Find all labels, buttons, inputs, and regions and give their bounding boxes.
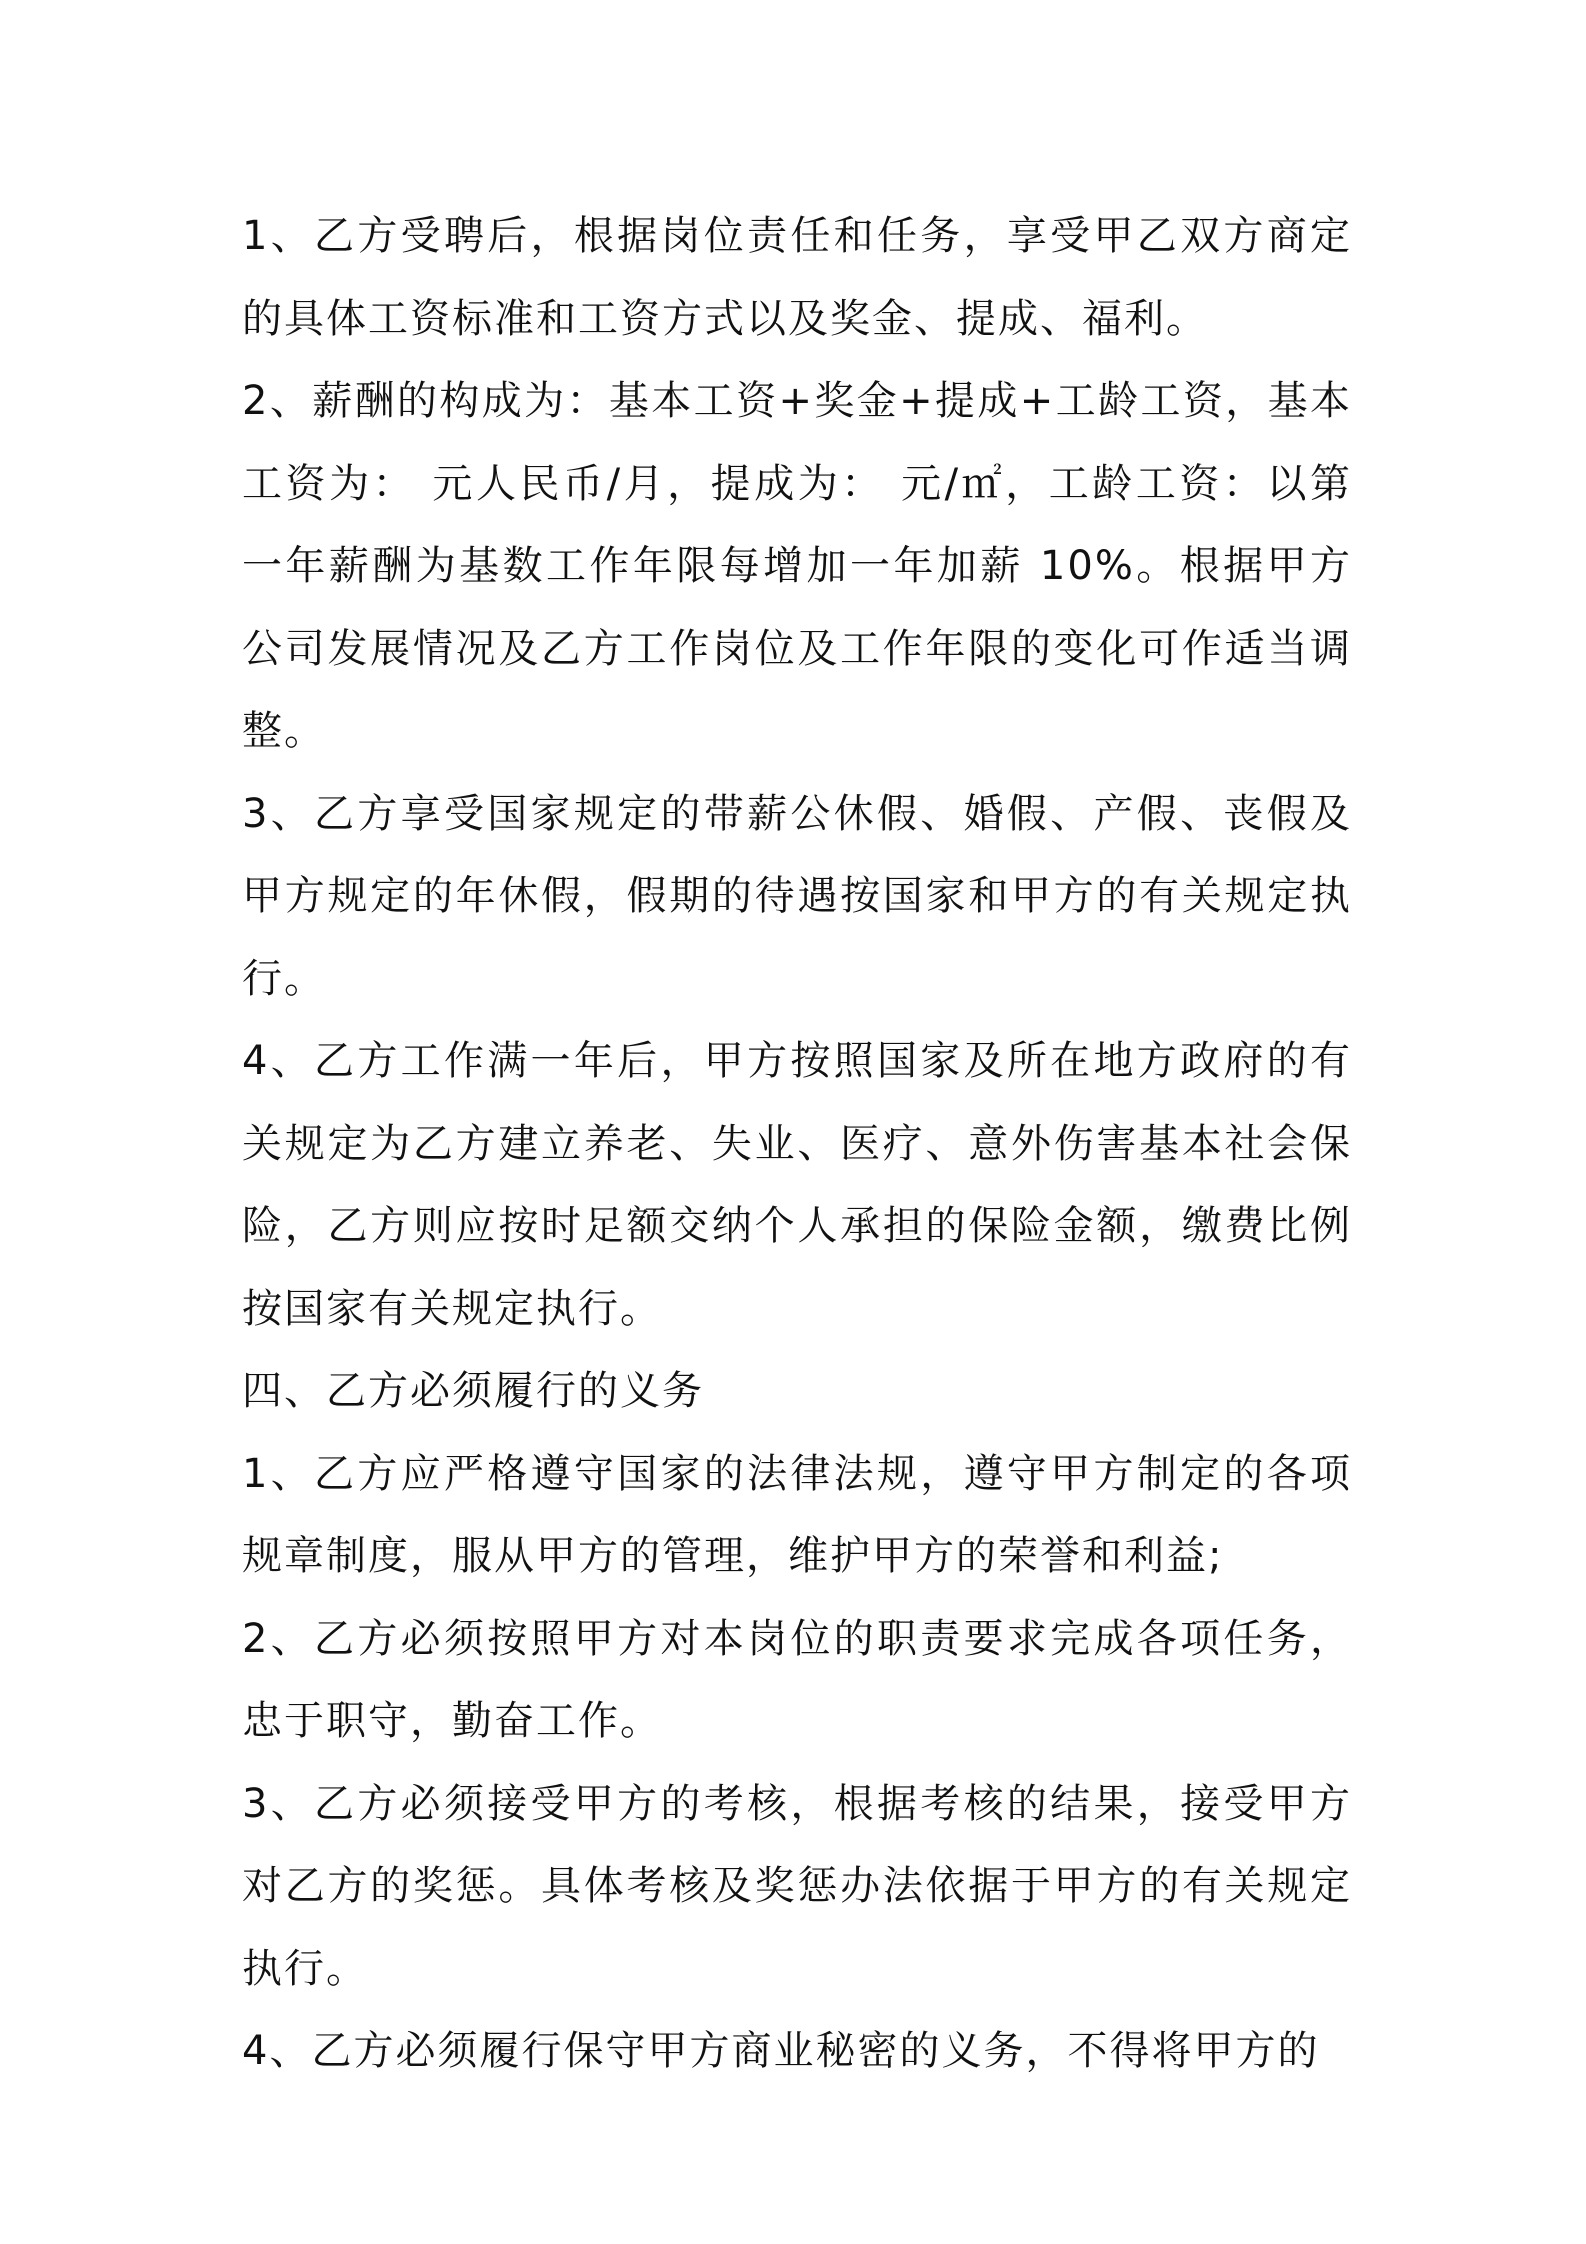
paragraph-social-insurance: 4、乙方工作满一年后，甲方按照国家及所在地方政府的有关规定为乙方建立养老、失业、医疗、意外伤害基本社会保险，乙方则应按时足额交纳个人承担的保险金额，缴费比例按国家有关规定执行。 [242, 1038, 1352, 1332]
document-body [242, 195, 1352, 2093]
paragraph-assessment: 3、乙方必须接受甲方的考核，根据考核的结果，接受甲方对乙方的奖惩。具体考核及奖惩办法依据于甲方的有关规定执行。 [242, 1780, 1352, 1992]
paragraph-obey-regulations: 1、乙方应严格遵守国家的法律法规，遵守甲方制定的各项规章制度，服从甲方的管理，维护甲方的荣誉和利益; [242, 1450, 1352, 1579]
paragraph-salary-standard: 1、乙方受聘后，根据岗位责任和任务，享受甲乙双方商定的具体工资标准和工资方式以及奖金、提成、福利。 [242, 213, 1352, 342]
paragraph-salary-composition: 2、薪酬的构成为：基本工资+奖金+提成+工龄工资，基本工资为： 元人民币/月，提成为： 元/㎡，工龄工资：以第一年薪酬为基数工作年限每增加一年加薪 10%。根据甲方公司发展情况及乙方工作岗位及工作年限的变化可作适当调整。 [242, 378, 1352, 754]
paragraph-duties: 2、乙方必须按照甲方对本岗位的职责要求完成各项任务，忠于职守，勤奋工作。 [242, 1615, 1352, 1744]
section-heading-obligations: 四、乙方必须履行的义务 [242, 1368, 704, 1414]
paragraph-paid-leave: 3、乙方享受国家规定的带薪公休假、婚假、产假、丧假及甲方规定的年休假，假期的待遇按国家和甲方的有关规定执行。 [242, 790, 1352, 1002]
paragraph-confidentiality: 4、乙方必须履行保守甲方商业秘密的义务，不得将甲方的 [242, 2028, 1320, 2074]
